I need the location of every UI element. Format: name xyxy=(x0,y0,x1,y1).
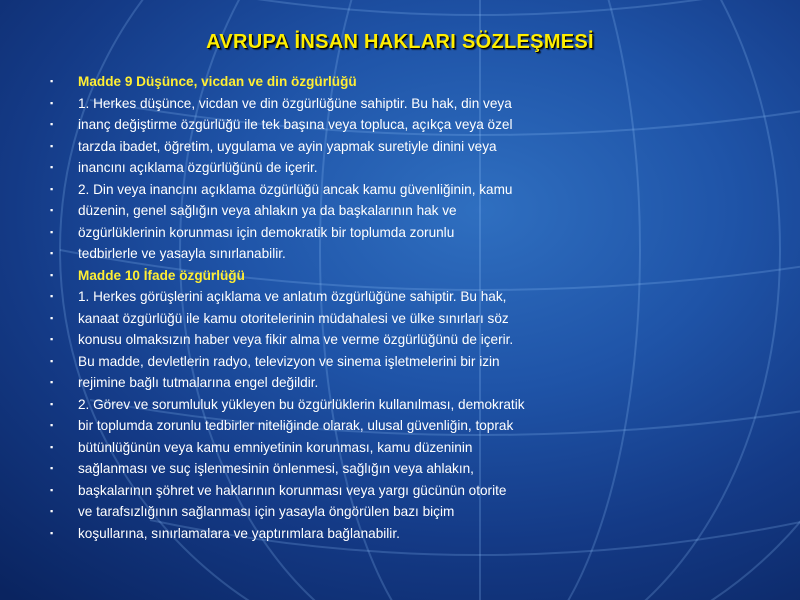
list-item xyxy=(50,243,790,265)
list-item-text: inanç değiştirme özgürlüğü ile tek başına veya topluca, açıkça veya özel xyxy=(78,117,513,132)
bullet-icon: ▪ xyxy=(50,463,54,473)
list-item xyxy=(50,222,790,244)
bullet-icon: ▪ xyxy=(50,527,54,538)
list-item xyxy=(50,329,790,351)
list-item xyxy=(50,437,790,459)
list-item-text: 2. Görev ve sorumluluk yükleyen bu özgürlüklerin kullanılması, demokratik xyxy=(78,396,525,412)
list-item-text: koşullarına, sınırlamalara ve yaptırımlara bağlanabilir. xyxy=(78,525,400,541)
bullet-icon: ▪ xyxy=(50,119,54,129)
bullet-icon: ▪ xyxy=(50,183,54,194)
list-item-text: Madde 10 İfade özgürlüğü xyxy=(78,267,245,283)
bullet-icon: ▪ xyxy=(50,205,54,215)
list-item-text: inancını açıklama özgürlüğünü de içerir. xyxy=(78,160,318,175)
list-item xyxy=(50,136,790,158)
bullet-icon: ▪ xyxy=(50,441,54,452)
list-item xyxy=(50,415,790,437)
bullet-icon: ▪ xyxy=(50,312,54,323)
list-item xyxy=(50,394,790,416)
bullet-icon: ▪ xyxy=(50,269,54,280)
list-item xyxy=(50,308,790,330)
list-item xyxy=(50,523,790,545)
list-item xyxy=(50,458,790,480)
list-item xyxy=(50,501,790,523)
list-item-text: bütünlüğünün veya kamu emniyetinin korunması, kamu düzeninin xyxy=(78,439,473,455)
list-item xyxy=(50,200,790,222)
bullet-icon: ▪ xyxy=(50,334,54,344)
list-item-text: tarzda ibadet, öğretim, uygulama ve ayin yapmak suretiyle dinini veya xyxy=(78,138,497,154)
bullet-icon: ▪ xyxy=(50,162,54,172)
bullet-icon: ▪ xyxy=(50,226,54,237)
list-item-text: Madde 9 Düşünce, vicdan ve din özgürlüğü xyxy=(78,74,357,89)
article-heading xyxy=(50,71,790,93)
bullet-icon: ▪ xyxy=(50,355,54,366)
bullet-icon: ▪ xyxy=(50,291,54,301)
list-item-text: sağlanması ve suç işlenmesinin önlenmesi, sağlığın veya ahlakın, xyxy=(78,461,474,476)
list-item xyxy=(50,157,790,179)
list-item-text: konusu olmaksızın haber veya fikir alma ve verme özgürlüğünü de içerir. xyxy=(78,332,514,347)
bullet-icon: ▪ xyxy=(50,398,54,409)
slide-title: AVRUPA İNSAN HAKLARI SÖZLEŞMESİ xyxy=(206,31,594,53)
list-item-text: düzenin, genel sağlığın veya ahlakın ya da başkalarının hak ve xyxy=(78,203,457,218)
list-item-text: başkalarının şöhret ve haklarının korunması veya yargı gücünün otorite xyxy=(78,482,507,498)
list-item-text: bir toplumda zorunlu tedbirler niteliğinde olarak, ulusal güvenliğin, toprak xyxy=(78,418,514,433)
bullet-icon: ▪ xyxy=(50,377,54,387)
list-item-text: tedbirlerle ve yasayla sınırlanabilir. xyxy=(78,246,286,261)
bullet-icon: ▪ xyxy=(50,248,54,258)
list-item xyxy=(50,286,790,308)
list-item xyxy=(50,93,790,115)
list-item-text: özgürlüklerinin korunması için demokratik bir toplumda zorunlu xyxy=(78,224,455,240)
bullet-icon: ▪ xyxy=(50,140,54,151)
list-item-text: kanaat özgürlüğü ile kamu otoritelerinin müdahalesi ve ülke sınırları söz xyxy=(78,310,509,326)
list-item-text: ve tarafsızlığının sağlanması için yasayla öngörülen bazı biçim xyxy=(78,504,455,519)
list-item-text: Bu madde, devletlerin radyo, televizyon ve sinema işletmelerini bir izin xyxy=(78,353,500,369)
bullet-icon: ▪ xyxy=(50,420,54,430)
list-item-text: 1. Herkes düşünce, vicdan ve din özgürlüğüne sahiptir. Bu hak, din veya xyxy=(78,95,512,111)
bullet-list xyxy=(50,71,790,544)
list-item-text: rejimine bağlı tutmalarına engel değildir. xyxy=(78,375,319,390)
list-item xyxy=(50,179,790,201)
list-item xyxy=(50,372,790,394)
bullet-icon: ▪ xyxy=(50,506,54,516)
bullet-icon: ▪ xyxy=(50,484,54,495)
list-item-text: 2. Din veya inancını açıklama özgürlüğü ancak kamu güvenliğinin, kamu xyxy=(78,181,513,197)
list-item xyxy=(50,351,790,373)
list-item xyxy=(50,480,790,502)
article-heading xyxy=(50,265,790,287)
bullet-icon: ▪ xyxy=(50,97,54,108)
list-item-text: 1. Herkes görüşlerini açıklama ve anlatım özgürlüğüne sahiptir. Bu hak, xyxy=(78,289,507,304)
bullet-icon: ▪ xyxy=(50,76,54,86)
list-item xyxy=(50,114,790,136)
